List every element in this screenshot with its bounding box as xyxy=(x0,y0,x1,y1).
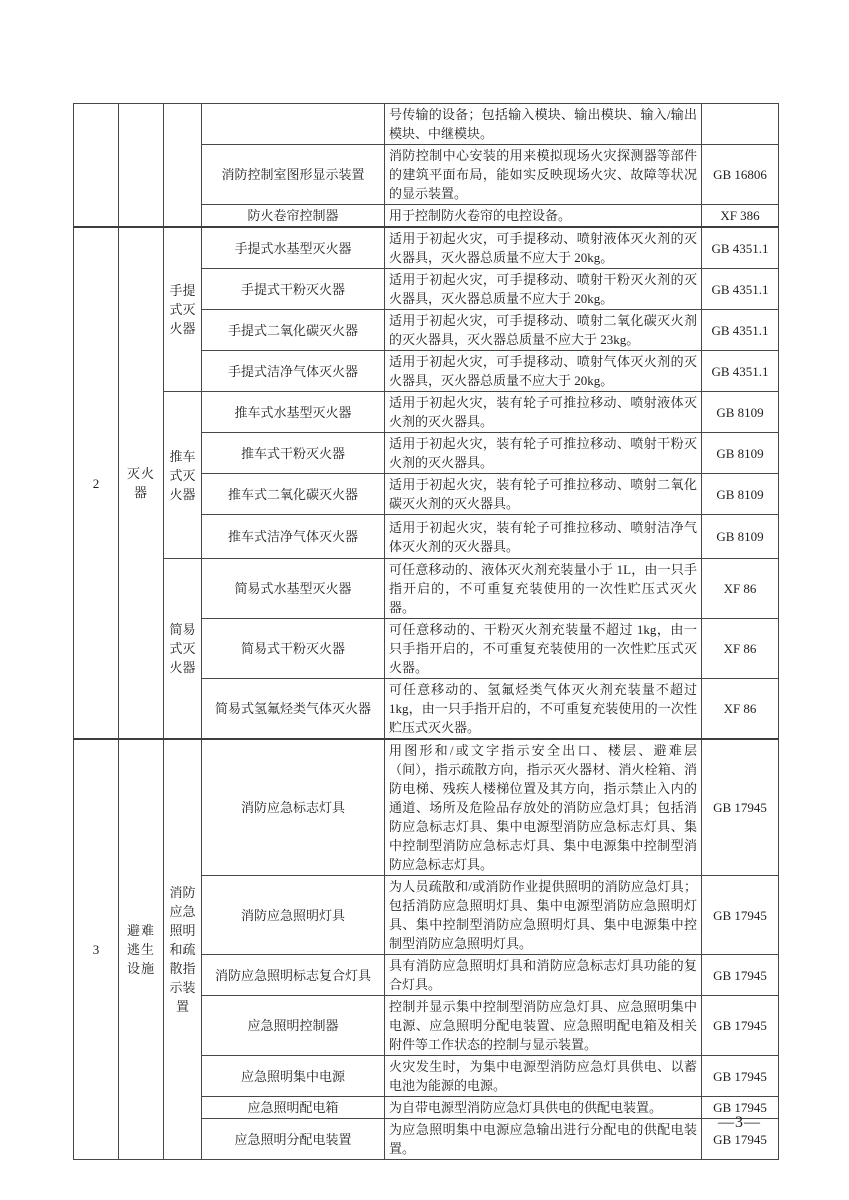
cell-name: 应急照明分配电装置 xyxy=(202,1119,385,1160)
cell-description: 适用于初起火灾，装有轮子可推拉移动、喷射二氧化碳灭火剂的灭火器具。 xyxy=(385,474,702,515)
cell-name: 消防应急照明标志复合灯具 xyxy=(202,955,385,996)
table-row xyxy=(74,559,779,619)
cell-category: 灭火器 xyxy=(119,227,164,739)
cell-no: 2 xyxy=(74,227,119,739)
cell-standard: GB 8109 xyxy=(702,392,779,433)
cell-subcategory xyxy=(164,104,202,228)
cell-name: 手提式水基型灭火器 xyxy=(202,227,385,269)
cell-standard: GB 17945 xyxy=(702,1119,779,1160)
cell-description: 用图形和/或文字指示安全出口、楼层、避难层（间），指示疏散方向，指示灭火器材、消火栓箱、消防电梯、残疾人楼梯位置及其方向，指示禁止入内的通道、场所及危险品存放处的消防应急灯具；包括消防应急标志灯具、集中电源型消防应急标志灯具、集中控制型消防应急标志灯具、集中电源集中控制型消防应急标志灯具。 xyxy=(385,739,702,876)
cell-description: 消防控制中心安装的用来模拟现场火灾探测器等部件的建筑平面布局，能如实反映现场火灾、故障等状况的显示装置。 xyxy=(385,145,702,205)
cell-description: 适用于初起火灾，可手提移动、喷射干粉灭火剂的灭火器具，灭火器总质量不应大于 20kg。 xyxy=(385,269,702,310)
cell-description: 可任意移动的、氢氟烃类气体灭火剂充装量不超过 1kg，由一只手指开启的，不可重复充装使用的一次性贮压式灭火器。 xyxy=(385,679,702,740)
cell-category xyxy=(119,104,164,228)
cell-description: 为人员疏散和/或消防作业提供照明的消防应急灯具；包括消防应急照明灯具、集中电源型消防应急照明灯具、集中控制型消防应急照明灯具、集中电源集中控制型消防应急照明灯具。 xyxy=(385,876,702,955)
cell-standard: GB 17945 xyxy=(702,955,779,996)
cell-description: 为应急照明集中电源应急输出进行分配电的供配电装置。 xyxy=(385,1119,702,1160)
cell-description: 适用于初起火灾，可手提移动、喷射液体灭火剂的灭火器具，灭火器总质量不应大于 20kg。 xyxy=(385,227,702,269)
cell-description: 具有消防应急照明灯具和消防应急标志灯具功能的复合灯具。 xyxy=(385,955,702,996)
cell-standard: GB 4351.1 xyxy=(702,269,779,310)
cell-standard: GB 8109 xyxy=(702,433,779,474)
cell-subcategory: 简易式灭火器 xyxy=(164,559,202,740)
cell-description: 为自带电源型消防应急灯具供电的供配电装置。 xyxy=(385,1097,702,1119)
cell-standard: XF 86 xyxy=(702,679,779,740)
cell-description: 可任意移动的、液体灭火剂充装量小于 1L，由一只手指开启的，不可重复充装使用的一次性贮压式灭火器。 xyxy=(385,559,702,619)
cell-standard xyxy=(702,104,779,145)
cell-name: 消防应急照明灯具 xyxy=(202,876,385,955)
cell-name: 推车式洁净气体灭火器 xyxy=(202,515,385,559)
cell-name: 推车式干粉灭火器 xyxy=(202,433,385,474)
table-row xyxy=(74,739,779,876)
cell-no xyxy=(74,104,119,228)
cell-name: 推车式二氧化碳灭火器 xyxy=(202,474,385,515)
cell-name: 防火卷帘控制器 xyxy=(202,205,385,228)
cell-name: 应急照明集中电源 xyxy=(202,1056,385,1097)
cell-standard: GB 8109 xyxy=(702,474,779,515)
cell-name: 应急照明配电箱 xyxy=(202,1097,385,1119)
cell-description: 火灾发生时，为集中电源型消防应急灯具供电、以蓄电池为能源的电源。 xyxy=(385,1056,702,1097)
cell-standard: XF 86 xyxy=(702,559,779,619)
cell-name: 手提式干粉灭火器 xyxy=(202,269,385,310)
cell-name: 简易式氢氟烃类气体灭火器 xyxy=(202,679,385,740)
cell-description: 可任意移动的、干粉灭火剂充装量不超过 1kg，由一只手指开启的，不可重复充装使用的一次性贮压式灭火器。 xyxy=(385,619,702,679)
cell-standard: GB 17945 xyxy=(702,1097,779,1119)
cell-name: 消防控制室图形显示装置 xyxy=(202,145,385,205)
cell-name: 简易式干粉灭火器 xyxy=(202,619,385,679)
cell-description: 控制并显示集中控制型消防应急灯具、应急照明集中电源、应急照明分配电装置、应急照明配电箱及相关附件等工作状态的控制与显示装置。 xyxy=(385,996,702,1056)
cell-standard: GB 4351.1 xyxy=(702,227,779,269)
equipment-table xyxy=(73,103,779,1160)
cell-standard: GB 17945 xyxy=(702,1056,779,1097)
table-row xyxy=(74,104,779,145)
cell-name: 应急照明控制器 xyxy=(202,996,385,1056)
cell-name xyxy=(202,104,385,145)
cell-name: 手提式洁净气体灭火器 xyxy=(202,351,385,392)
cell-standard: GB 8109 xyxy=(702,515,779,559)
cell-name: 消防应急标志灯具 xyxy=(202,739,385,876)
cell-description: 适用于初起火灾，可手提移动、喷射二氧化碳灭火剂的灭火器具，灭火器总质量不应大于 23kg。 xyxy=(385,310,702,351)
cell-standard: GB 16806 xyxy=(702,145,779,205)
cell-standard: GB 17945 xyxy=(702,996,779,1056)
table-row xyxy=(74,227,779,269)
cell-name: 简易式水基型灭火器 xyxy=(202,559,385,619)
cell-subcategory: 消防应急照明和疏散指示装置 xyxy=(164,739,202,1160)
cell-description: 适用于初起火灾，装有轮子可推拉移动、喷射液体灭火剂的灭火器具。 xyxy=(385,392,702,433)
cell-standard: GB 4351.1 xyxy=(702,310,779,351)
cell-standard: GB 4351.1 xyxy=(702,351,779,392)
cell-subcategory: 手提式灭火器 xyxy=(164,227,202,392)
cell-name: 手提式二氧化碳灭火器 xyxy=(202,310,385,351)
cell-standard: XF 86 xyxy=(702,619,779,679)
cell-category: 避难逃生设施 xyxy=(119,739,164,1160)
table-row xyxy=(74,392,779,433)
cell-description: 适用于初起火灾，装有轮子可推拉移动、喷射洁净气体灭火剂的灭火器具。 xyxy=(385,515,702,559)
cell-description: 适用于初起火灾，装有轮子可推拉移动、喷射干粉灭火剂的灭火器具。 xyxy=(385,433,702,474)
cell-description: 号传输的设备；包括输入模块、输出模块、输入/输出模块、中继模块。 xyxy=(385,104,702,145)
cell-subcategory: 推车式灭火器 xyxy=(164,392,202,559)
cell-name: 推车式水基型灭火器 xyxy=(202,392,385,433)
cell-standard: XF 386 xyxy=(702,205,779,228)
page-number: —3— xyxy=(718,1114,761,1131)
cell-standard: GB 17945 xyxy=(702,876,779,955)
cell-description: 用于控制防火卷帘的电控设备。 xyxy=(385,205,702,228)
cell-no: 3 xyxy=(74,739,119,1160)
cell-standard: GB 17945 xyxy=(702,739,779,876)
cell-description: 适用于初起火灾，可手提移动、喷射气体灭火剂的灭火器具，灭火器总质量不应大于 20kg。 xyxy=(385,351,702,392)
